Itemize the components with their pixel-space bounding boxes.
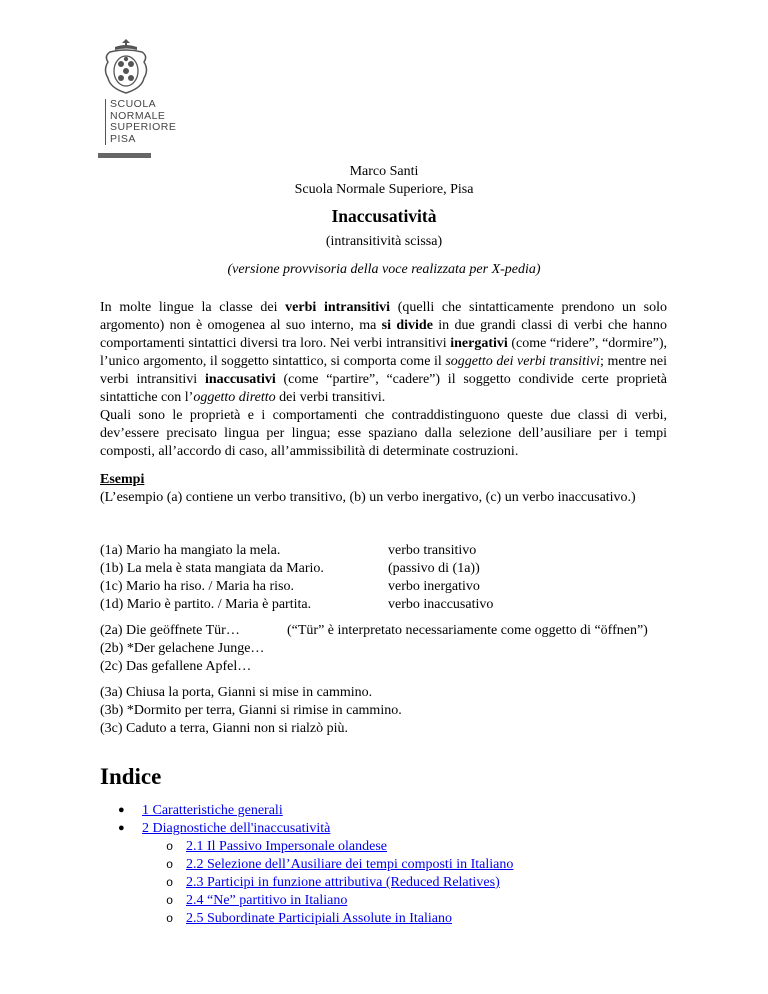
intro-paragraph: In molte lingue la classe dei verbi intransitivi (quelli che sintatticamente prendono un solo argomento) non è omogenea al suo interno, ma si divide in due grandi classi di verbi che hanno comportamenti sintattici diversi tra loro. Nei verbi intransitivi inergativi (come “ridere”, “dormire”), l’unico argomento, il soggetto sintattico, si comporta come il soggetto dei verbi transitivi; mentre nei verbi intransitivi inaccusativi (come “partire”, “cadere”) il soggetto condivide certe proprietà sintattiche con l’oggetto diretto dei verbi transitivi. Quali sono le proprietà e i comportamenti che contraddistinguono queste due classi di verbi, dev’essere precisato lingua per lingua; esse spaziano dalla selezione dell’ausiliare per i tempi composti, all’accordo di caso, all’ammissibilità di determinate costruzioni. (100, 300, 668, 459)
circle-bullet-icon: o (166, 894, 174, 908)
toc-item (142, 802, 283, 820)
examples-heading: Esempi (100, 472, 145, 487)
circle-bullet-icon: o (166, 840, 174, 854)
intro-paragraph-2: Quali sono le proprietà e i comportamenti che contraddistinguono queste due classi di verbi, dev’essere precisato lingua per lingua; esse spaziano dalla selezione dell’ausiliare per i tempi composti, all’accordo di caso, all’ammissibilità di determinate costruzioni. (100, 408, 667, 459)
example-label: verbo inaccusativo (388, 597, 494, 612)
example-label: (passivo di (1a)) (388, 561, 480, 576)
toc-subitem (186, 910, 452, 928)
toc-link[interactable]: 2.2 Selezione dell’Ausiliare dei tempi composti in Italiano (186, 857, 514, 872)
toc-link[interactable]: 2.5 Subordinate Participiali Assolute in Italiano (186, 911, 452, 926)
toc-link[interactable]: 2 Diagnostiche dell'inaccusatività (142, 821, 331, 836)
toc-subitem (186, 892, 347, 910)
institution-logo (98, 38, 178, 160)
bullet-icon: ● (118, 822, 125, 834)
author-block (0, 163, 768, 199)
author-name: Marco Santi (349, 164, 419, 179)
example-sentence: (3c) Caduto a terra, Gianni non si rialzò più. (100, 721, 349, 736)
toc-subitem (186, 874, 500, 892)
version-note: (versione provvisoria della voce realizzata per X-pedia) (227, 262, 541, 277)
author-institution: Scuola Normale Superiore, Pisa (294, 182, 474, 197)
examples-section (100, 471, 667, 507)
example-sentence: (3a) Chiusa la porta, Gianni si mise in cammino. (100, 685, 373, 700)
circle-bullet-icon: o (166, 912, 174, 926)
bullet-icon: ● (118, 804, 125, 816)
document-title: Inaccusatività (331, 206, 437, 226)
example-sentence: (1a) Mario ha mangiato la mela. (100, 543, 281, 558)
example-label: verbo transitivo (388, 543, 477, 558)
example-sentence: (2c) Das gefallene Apfel… (100, 659, 252, 674)
example-sentence: (2b) *Der gelachene Junge… (100, 641, 265, 656)
toc-link[interactable]: 2.3 Participi in funzione attributiva (Reduced Relatives) (186, 875, 500, 890)
toc-link[interactable]: 2.1 Il Passivo Impersonale olandese (186, 839, 388, 854)
example-label: verbo inergativo (388, 579, 480, 594)
index-heading: Indice (100, 764, 162, 789)
example-sentence: (1b) La mela è stata mangiata da Mario. (100, 561, 324, 576)
document-subtitle: (intransitività scissa) (325, 234, 443, 249)
toc-item (142, 820, 330, 838)
toc-subitem (186, 838, 387, 856)
logo-bar (98, 153, 151, 158)
institution-name: SCUOLA NORMALE SUPERIORE PISA (105, 99, 176, 145)
example-note: (“Tür” è interpretato necessariamente come oggetto di “öffnen”) (287, 623, 648, 638)
example-sentence: (2a) Die geöffnete Tür… (100, 623, 240, 638)
examples-description: (L’esempio (a) contiene un verbo transitivo, (b) un verbo inergativo, (c) un verbo inaccusativo.) (100, 490, 636, 505)
toc-subitem (186, 856, 513, 874)
example-sentence: (3b) *Dormito per terra, Gianni si rimise in cammino. (100, 703, 402, 718)
toc-link[interactable]: 2.4 “Ne” partitivo in Italiano (186, 893, 348, 908)
circle-bullet-icon: o (166, 858, 174, 872)
example-sentence: (1d) Mario è partito. / Maria è partita. (100, 597, 312, 612)
toc-link[interactable]: 1 Caratteristiche generali (142, 803, 283, 818)
crest-icon (102, 38, 150, 94)
circle-bullet-icon: o (166, 876, 174, 890)
example-sentence: (1c) Mario ha riso. / Maria ha riso. (100, 579, 294, 594)
